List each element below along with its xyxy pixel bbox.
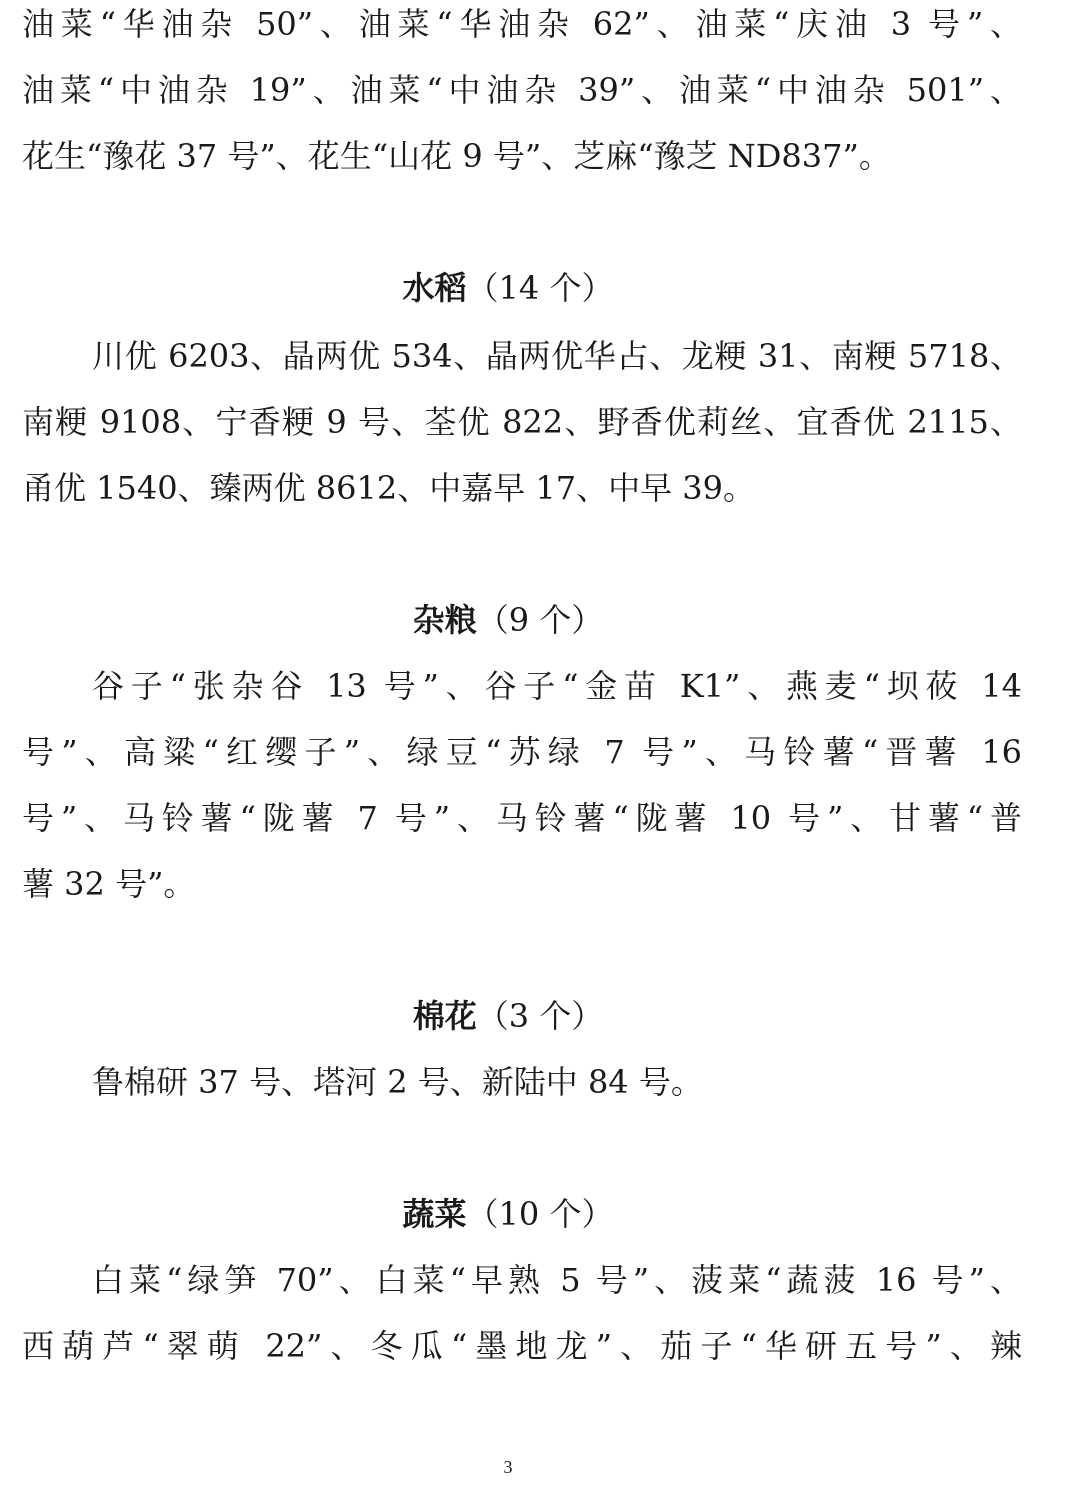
intro-line: 油菜“中油杂 19”、油菜“中油杂 39”、油菜“中油杂 501”、 [22,71,1022,109]
section-text-line: 南粳 9108、宁香粳 9 号、荃优 822、野香优莉丝、宜香优 2115、 [22,403,1022,441]
section-heading-name: 杂粮 [412,601,477,639]
section-text-line: 号”、高粱“红缨子”、绿豆“苏绿 7 号”、马铃薯“晋薯 16 [22,733,1022,771]
intro-line: 花生“豫花 37 号”、花生“山花 9 号”、芝麻“豫芝 ND837”。 [22,137,891,175]
section-text-line: 西葫芦“翠萌 22”、冬瓜“墨地龙”、茄子“华研五号”、辣 [22,1327,1022,1365]
section-heading-count: （14 个） [466,269,614,307]
section-text-line: 甬优 1540、臻两优 8612、中嘉早 17、中早 39。 [22,469,756,507]
section-heading-rice [0,268,1016,308]
section-text-line: 鲁棉研 37 号、塔河 2 号、新陆中 84 号。 [92,1063,703,1101]
section-heading-name: 蔬菜 [402,1195,467,1233]
page-number: 3 [503,1457,513,1477]
intro-line: 油菜“华油杂 50”、油菜“华油杂 62”、油菜“庆油 3 号”、 [22,5,1022,43]
section-heading-count: （3 个） [476,997,604,1035]
section-text-line: 谷子“张杂谷 13 号”、谷子“金苗 K1”、燕麦“坝莜 14 [92,667,1022,705]
section-heading-cotton [0,996,1016,1036]
section-heading-name: 棉花 [412,997,477,1035]
section-heading-count: （10 个） [466,1195,614,1233]
section-text-line: 白菜“绿笋 70”、白菜“早熟 5 号”、菠菜“蔬菠 16 号”、 [92,1261,1022,1299]
section-text-line: 号”、马铃薯“陇薯 7 号”、马铃薯“陇薯 10 号”、甘薯“普 [22,799,1022,837]
section-text-line: 薯 32 号”。 [22,865,196,903]
section-heading-coarse-grains [0,600,1016,640]
section-text-line: 川优 6203、晶两优 534、晶两优华占、龙粳 31、南粳 5718、 [92,337,1022,375]
section-heading-count: （9 个） [476,601,604,639]
section-heading-name: 水稻 [402,269,467,307]
section-heading-vegetables [0,1194,1016,1234]
